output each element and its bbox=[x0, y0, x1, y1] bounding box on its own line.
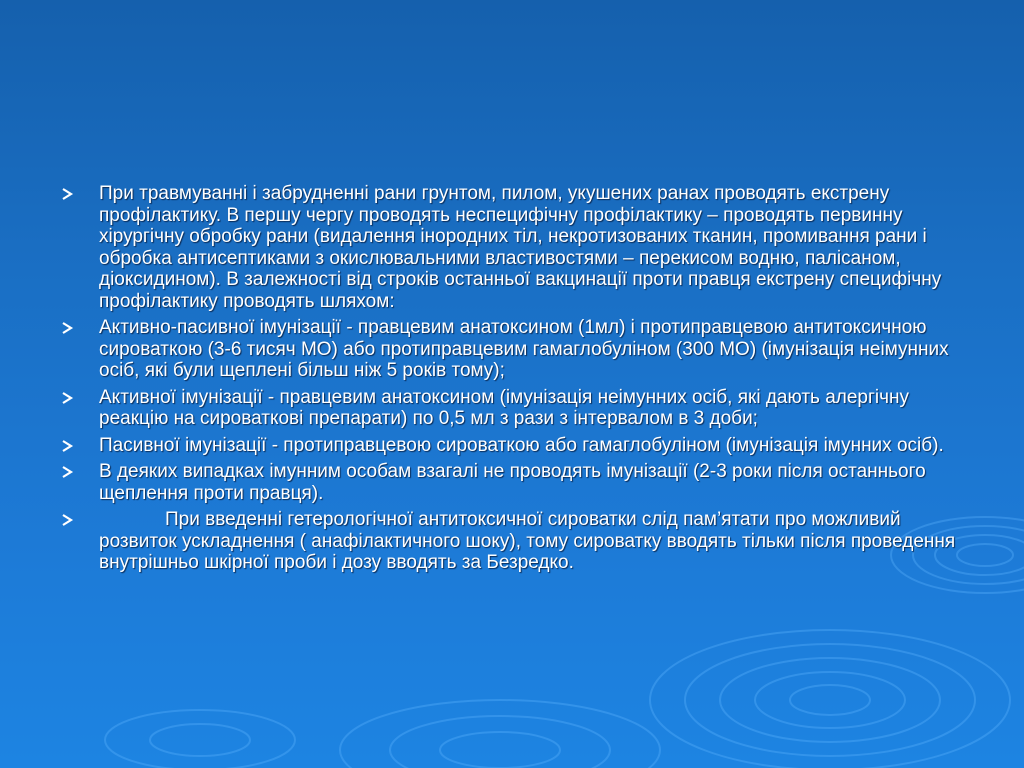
arrow-right-icon bbox=[60, 439, 74, 453]
arrow-right-icon bbox=[60, 391, 74, 405]
bullet-text: В деяких випадках імунним особам взагалі не проводять імунізації (2-3 роки після останнього щеплення проти правця). bbox=[99, 461, 926, 504]
bullet-item bbox=[60, 509, 970, 574]
bullet-text: Пасивної імунізації - протиправцевою сироваткою або гамаглобуліном (імунізація імунних осіб). bbox=[99, 434, 944, 456]
bullet-text: При травмуванні і забрудненні рани грунтом, пилом, укушених ранах проводять екстрену профілактику. В першу чергу проводять неспецифічну профілактику – проводять первинну хірургічну обробку рани (видалення інородних тіл, некротизованих тканин, промивання рани і обробка антисептиками з окислювальними властивостями – перекисом водню, палісаном, діоксидином). В залежності від строків останньої вакцинації проти правця екстрену специфічну профілактику проводять шляхом: bbox=[99, 183, 942, 312]
bullet-item bbox=[60, 317, 970, 382]
bullet-item bbox=[60, 387, 970, 430]
bullet-item bbox=[60, 461, 970, 504]
arrow-right-icon bbox=[60, 513, 74, 527]
slide-content bbox=[60, 183, 970, 579]
bullet-list bbox=[60, 183, 970, 574]
bullet-item bbox=[60, 183, 970, 312]
bullet-text: Активно-пасивної імунізації - правцевим анатоксином (1мл) і протиправцевою антитоксичною сироваткою (3-6 тисяч МО) або протиправцевим гамаглобуліном (300 МО) (імунізація неімунних осіб, які були щеплені більш ніж 5 років тому); bbox=[99, 317, 949, 381]
bullet-text: Активної імунізації - правцевим анатоксином (імунізація неімунних осіб, які дають алергічну реакцію на сироваткові препарати) по 0,5 мл з рази з інтервалом в 3 доби; bbox=[99, 386, 910, 429]
arrow-right-icon bbox=[60, 321, 74, 335]
arrow-right-icon bbox=[60, 465, 74, 479]
bullet-text: При введенні гетерологічної антитоксичної сироватки слід пам’ятати про можливий розвиток ускладнення ( анафілактичного шоку), тому сироватку вводять тільки після проведення внутрішньо шкірної проби і дозу вводять за Безредко. bbox=[99, 509, 956, 573]
arrow-right-icon bbox=[60, 187, 74, 201]
bullet-item bbox=[60, 435, 970, 457]
